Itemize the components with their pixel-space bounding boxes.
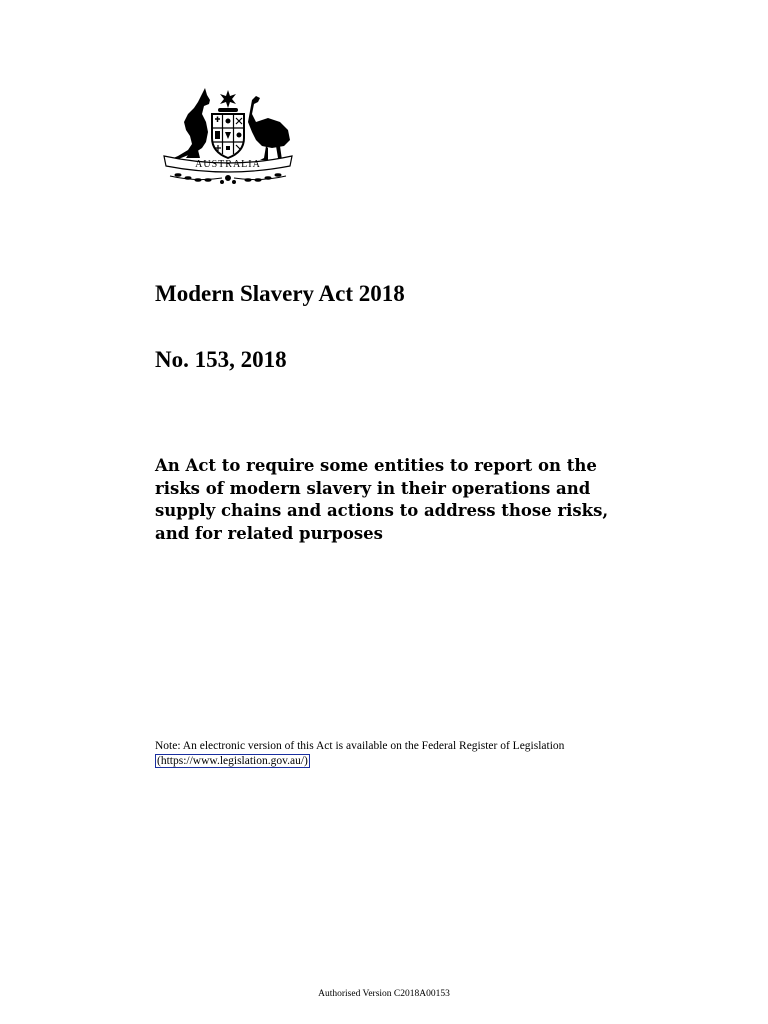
coat-of-arms-logo bbox=[156, 86, 300, 186]
legislation-link[interactable]: (https://www.legislation.gov.au/) bbox=[157, 755, 308, 767]
emu-icon bbox=[248, 96, 290, 160]
long-title-line: An Act to require some entities to report on the bbox=[155, 456, 597, 475]
banner-text: AUSTRALIA bbox=[195, 159, 261, 170]
long-title-line: supply chains and actions to address those risks, bbox=[155, 501, 609, 520]
long-title-line: risks of modern slavery in their operations and bbox=[155, 478, 591, 498]
act-number: No. 153, 2018 bbox=[155, 347, 287, 372]
australia-banner bbox=[164, 156, 292, 172]
star-icon bbox=[218, 90, 238, 112]
wattle-wreath-icon bbox=[170, 174, 286, 184]
kangaroo-icon bbox=[164, 88, 210, 162]
act-title: Modern Slavery Act 2018 bbox=[155, 281, 405, 306]
long-title bbox=[155, 455, 625, 545]
shield-icon bbox=[212, 114, 244, 158]
authorised-version-footer: Authorised Version C2018A00153 bbox=[318, 989, 450, 999]
note-text: Note: An electronic version of this Act is available on the Federal Register of Legislation bbox=[155, 740, 565, 752]
long-title-line: and for related purposes bbox=[155, 523, 383, 543]
electronic-version-note bbox=[155, 739, 564, 768]
